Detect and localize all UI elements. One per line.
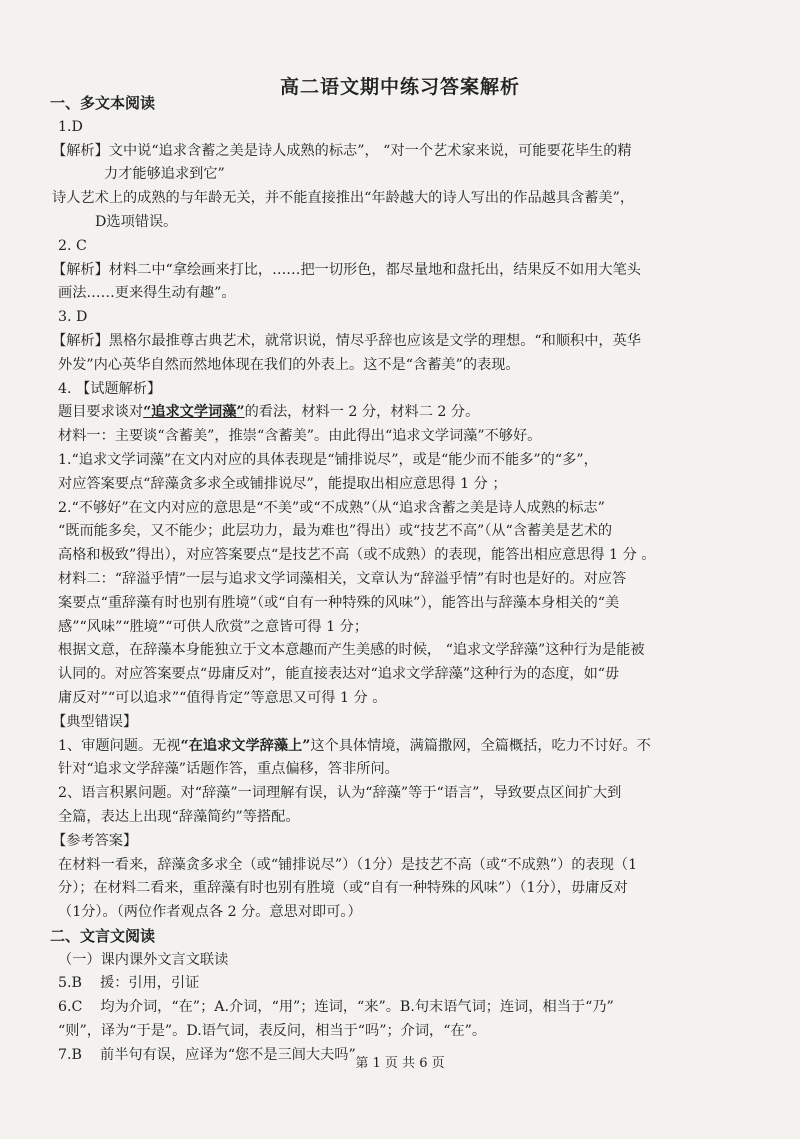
page-title: 高二语文期中练习答案解析: [279, 76, 520, 98]
q4-point1: 1.“追求文学词藻”在文内对应的具体表现是“铺排说尽”，或是“能少而不能多”的“多”，: [58, 451, 598, 468]
section-heading-1: 一、多文本阅读: [50, 94, 156, 112]
q2-answer: 2. C: [58, 237, 87, 254]
reference-answer-heading: 【参考答案】: [52, 832, 138, 849]
q4-material2: 根据文意，在辞藻本身能独立于文本意趣而产生美感的时候， “追求文学辞藻”这种行为是能被: [58, 642, 645, 659]
q4-material2: 庸反对”“可以追求”“值得肯定”等意思又可得 1 分 。: [58, 689, 387, 706]
reference-answer: 分）；在材料二看来，重辞藻有时也别有胜境（或“自有一种特殊的风味”）（1分），毋庸反对: [58, 880, 628, 897]
reference-answer: 在材料一看来，辞藻贪多求全（或“铺排说尽”）（1分）是技艺不高（或“不成熟”）的表现（1: [58, 856, 638, 873]
q1-analysis-line: 力才能够追求到它”: [104, 166, 225, 183]
error-item-1: [58, 735, 770, 759]
q4-heading: 4. 【试题解析】: [58, 380, 162, 397]
q6-answer: “则”，译为“于是”。D.语气词，表反问，相当于“吗”；介词，“在”。: [58, 1023, 487, 1040]
q2-analysis-line: 【解析】材料二中“拿绘画来打比，……把一切形色，都尽量地和盘托出，结果反不如用大笔头: [52, 261, 641, 278]
section-heading-2: 二、文言文阅读: [50, 926, 156, 945]
q3-answer: 3. D: [58, 309, 88, 326]
q4-material2: 材料二：“辞溢乎情”一层与追求文学词藻相关，文章认为“辞溢乎情”有时也是好的。对应答: [58, 570, 627, 587]
error-item-1: 针对“追求文学辞藻”话题作答，重点偏移，答非所问。: [58, 761, 399, 778]
document-body: [50, 92, 770, 1068]
q2-analysis-line: 画法……更来得生动有趣”。: [58, 285, 236, 302]
error-item-2: 全篇，表达上出现“辞藻简约”等搭配。: [58, 808, 300, 825]
q4-requirement: [58, 401, 770, 425]
q4-req-keyword: “追求文学词藻”: [143, 404, 245, 421]
typical-errors-heading: 【典型错误】: [52, 713, 138, 730]
q5-answer: 5.B 援：引用，引证: [58, 975, 200, 992]
subsection-heading: （一）课内课外文言文联读: [58, 951, 229, 968]
q4-req-prefix: 题目要求谈对: [58, 404, 144, 421]
q1-analysis-line: 【解析】文中说“追求含蓄之美是诗人成熟的标志”， “对一个艺术家来说，可能要花毕生的精: [52, 142, 632, 159]
q4-req-suffix: 的看法，材料一 2 分，材料二 2 分。: [244, 404, 480, 421]
q4-point2: 高格和极致”得出），对应答案要点“是技艺不高（或不成熟）的表现，能答出相应意思得 1 分 。: [58, 547, 656, 564]
q7-answer: 7.B 前半句有误，应译为“您不是三闾大夫吗”: [58, 1046, 356, 1063]
q1-analysis-line: 诗人艺术上的成熟的与年龄无关，并不能直接推出“年龄越大的诗人写出的作品越具含蓄美”，: [52, 190, 635, 207]
error1-suffix: 这个具体情境，满篇撒网，全篇概括，吃力不讨好。不: [310, 737, 651, 754]
q3-analysis-line: 外发”内心英华自然而然地体现在我们的外表上。这不是“含蓄美”的表现。: [58, 356, 520, 373]
error1-keyword: “在追求文学辞藻上”: [180, 737, 311, 754]
q1-analysis-line: D选项错误。: [95, 213, 178, 230]
q4-point2: “既而能多矣，又不能少；此层功力，最为难也”得出）或“技艺不高”（从“含蓄美是艺术的: [58, 523, 613, 540]
q4-material2: 感”“风味”“胜境”“可供人欣赏”之意皆可得 1 分；: [58, 618, 369, 635]
q4-material1: 材料一：主要谈“含蓄美”，推崇“含蓄美”。由此得出“追求文学词藻”不够好。: [58, 428, 542, 445]
q4-point2: 2.“不够好”在文内对应的意思是“不美”或“不成熟”（从“追求含蓄之美是诗人成熟的标志”: [58, 499, 605, 516]
error1-prefix: 1、审题问题。无视: [58, 737, 181, 754]
q3-analysis-line: 【解析】黑格尔最推尊古典艺术，就常识说，情尽乎辞也应该是文学的理想。“和顺积中，英华: [52, 332, 641, 349]
error-item-2: 2、语言积累问题。对“辞藻”一词理解有误，认为“辞藻”等于“语言”，导致要点区间扩大到: [58, 785, 622, 802]
q4-point1: 对应答案要点“辞藻贪多求全或铺排说尽”，能提取出相应意思得 1 分 ；: [58, 475, 507, 492]
q6-answer: 6.C 均为介词，“在”；A.介词，“用”；连词，“来”。B.句末语气词；连词，相当于“乃”: [58, 999, 614, 1016]
reference-answer: （1分）。（两位作者观点各 2 分。意思对即可。）: [58, 904, 362, 921]
q4-material2: 案要点“重辞藻有时也别有胜境”（或“自有一种特殊的风味”），能答出与辞藻本身相关的“美: [58, 594, 620, 611]
page-number: 第 1 页 共 6 页: [355, 1056, 445, 1071]
q1-answer: 1.D: [58, 118, 83, 135]
q4-material2: 认同的。对应答案要点“毋庸反对”，能直接表达对“追求文学辞藻”这种行为的态度，如“毋: [58, 666, 620, 683]
